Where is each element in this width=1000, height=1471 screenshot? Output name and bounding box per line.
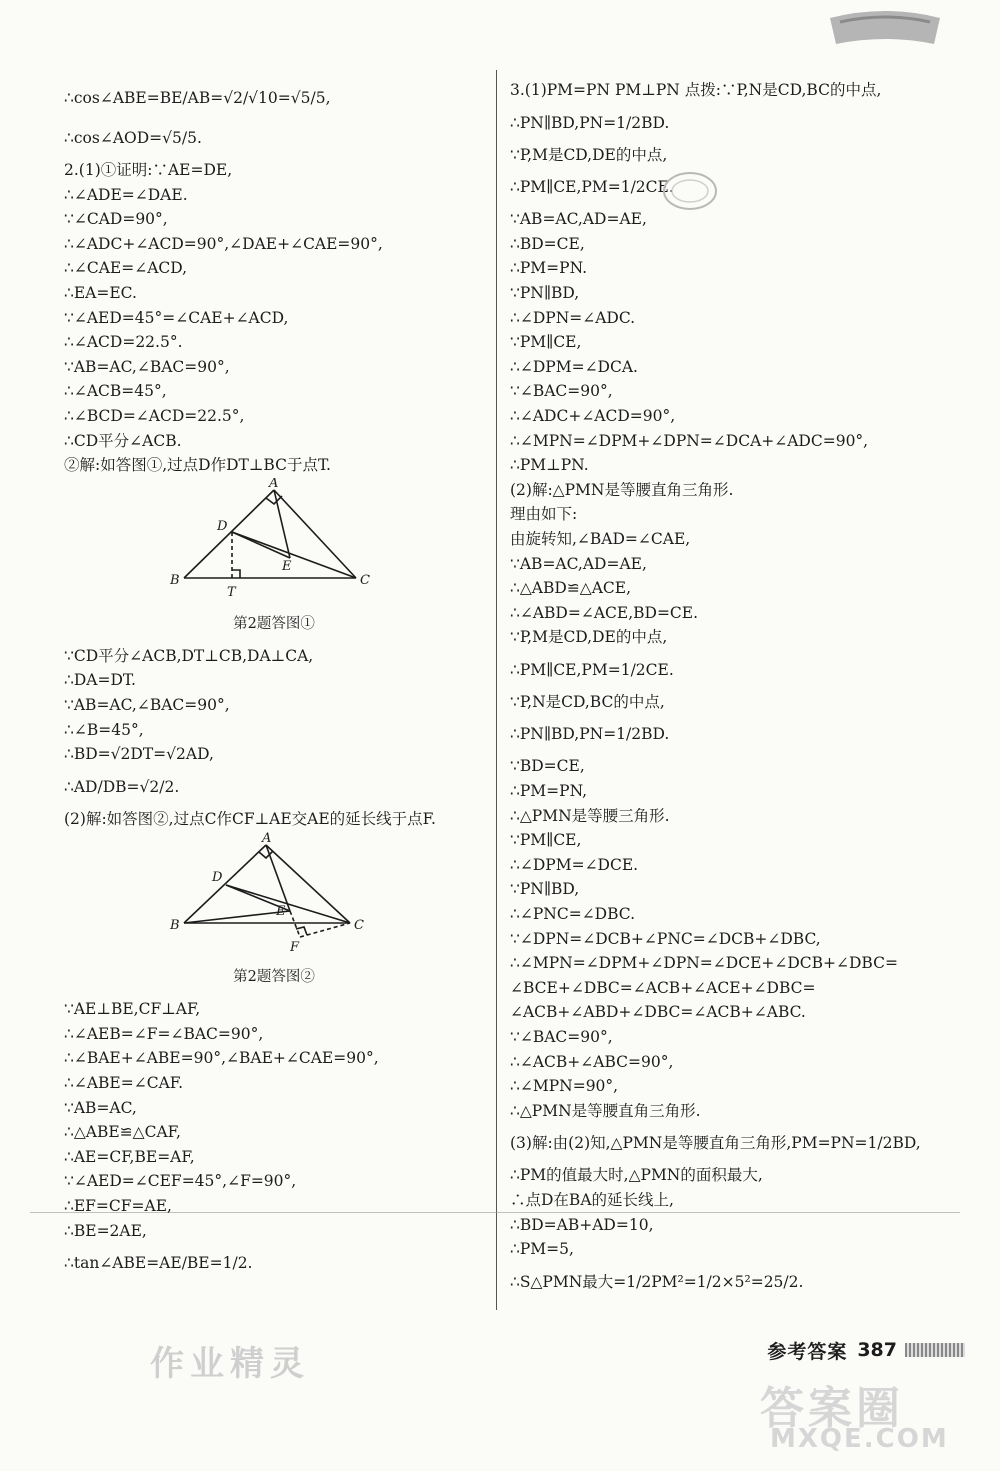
text-line: ∴∠ACD=22.5°. — [64, 333, 183, 352]
text-line: ∴∠PNC=∠DBC. — [510, 905, 636, 924]
point-label: E — [282, 558, 292, 574]
text-line: ∴∠ABE=∠CAF. — [64, 1074, 184, 1093]
text-line: ∵PM∥CE, — [510, 831, 582, 850]
text-line: ∴PM=PN. — [510, 259, 588, 278]
text-line: ∵∠AED=45°=∠CAE+∠ACD, — [64, 308, 289, 327]
text-line: ∴点D在BA的延长线上, — [510, 1190, 674, 1209]
point-label: C — [354, 918, 364, 934]
text-line: ∴BE=2AE, — [64, 1221, 147, 1240]
text-line: ∴△ABD≌△ACE, — [510, 579, 631, 598]
right-column — [510, 78, 950, 1302]
text-line: ∴cos∠AOD=√5/5. — [64, 129, 202, 147]
text-line: ∴△PMN是等腰三角形. — [510, 806, 670, 825]
text-line: ∵P,N是CD,BC的中点, — [510, 692, 665, 711]
point-label: A — [269, 477, 279, 491]
text-line: ∵∠AED=∠CEF=45°,∠F=90°, — [64, 1172, 297, 1191]
point-label: F — [290, 940, 300, 956]
text-line: ∠ACB+∠ABD+∠DBC=∠ACB+∠ABC. — [510, 1003, 806, 1022]
point-label: D — [212, 870, 223, 886]
page-corner-tab — [830, 8, 940, 44]
footer-hatch — [905, 1343, 965, 1357]
text-line: (2)解:如答图②,过点C作CF⊥AE交AE的延长线于点F. — [64, 809, 436, 828]
column-divider — [496, 70, 497, 1310]
point-label: C — [360, 572, 370, 588]
text-line: ∴∠ADE=∠DAE. — [64, 185, 188, 204]
text-line: ∵∠BAC=90°, — [510, 1028, 613, 1046]
text-line: ∴PM=5, — [510, 1240, 574, 1259]
text-line: 3.(1)PM=PN PM⊥PN 点拨:∵P,N是CD,BC的中点, — [510, 81, 882, 99]
text-line: 理由如下: — [510, 505, 578, 524]
text-line: ∴∠ADC+∠ACD=90°, — [510, 406, 676, 425]
text-line: ∵∠CAD=90°, — [64, 210, 168, 229]
text-line: ∵P,M是CD,DE的中点, — [510, 145, 668, 164]
stamp-icon — [660, 168, 720, 214]
text-line: ∴EF=CF=AE, — [64, 1197, 172, 1216]
text-line: ∵P,M是CD,DE的中点, — [510, 628, 668, 647]
footer-title: 参考答案 — [767, 1340, 848, 1363]
text-line: ∴EA=EC. — [64, 283, 137, 302]
text-line: ∵AB=AC,AD=AE, — [510, 210, 647, 229]
text-line: ∴∠BAE+∠ABE=90°,∠BAE+∠CAE=90°, — [64, 1049, 379, 1068]
figure-caption: 第2题答图① — [233, 615, 315, 632]
text-line: 2.(1)①证明:∵AE=DE, — [64, 161, 233, 179]
text-line: ∴PM⊥PN. — [510, 456, 589, 475]
text-line: ∴BD=CE, — [510, 234, 585, 253]
text-line: (2)解:△PMN是等腰直角三角形. — [510, 480, 734, 499]
text-line: ∵AB=AC, — [64, 1098, 137, 1117]
text-line: ∵AB=AC,∠BAC=90°, — [64, 357, 230, 376]
text-line: ∴∠DPM=∠DCA. — [510, 357, 638, 376]
text-line: ∵∠DPN=∠DCB+∠PNC=∠DCB+∠DBC, — [510, 929, 821, 948]
text-line: ∴BD=√2DT=√2AD, — [64, 745, 214, 764]
text-line: ∵PM∥CE, — [510, 333, 582, 352]
text-line: 由旋转知,∠BAD=∠CAE, — [510, 529, 691, 548]
text-line: ∴∠MPN=90°, — [510, 1077, 619, 1096]
text-line: ∴PN∥BD,PN=1/2BD. — [510, 725, 670, 744]
text-line: ∴PM∥CE,PM=1/2CE. — [510, 178, 674, 197]
figure-2-answer-2 — [164, 831, 384, 961]
figure-caption: 第2题答图② — [233, 969, 315, 986]
text-line: ∴PM的值最大时,△PMN的面积最大, — [510, 1166, 763, 1185]
text-line: ∴tan∠ABE=AE/BE=1/2. — [64, 1254, 253, 1273]
text-line: ∴∠AEB=∠F=∠BAC=90°, — [64, 1024, 264, 1043]
text-line: ∴AD/DB=√2/2. — [64, 777, 180, 796]
text-line: ∴∠MPN=∠DPM+∠DPN=∠DCA+∠ADC=90°, — [510, 431, 869, 450]
text-line: ∵CD平分∠ACB,DT⊥CB,DA⊥CA, — [64, 646, 314, 665]
text-line: ∴BD=AB+AD=10, — [510, 1215, 654, 1234]
text-line: ∴CD平分∠ACB. — [64, 431, 182, 450]
point-label: E — [276, 904, 286, 920]
text-line: ∵∠BAC=90°, — [510, 382, 613, 401]
text-line: ∴PM∥CE,PM=1/2CE. — [510, 660, 674, 679]
text-line: ∵PN∥BD, — [510, 880, 580, 899]
text-line: ②解:如答图①,过点D作DT⊥BC于点T. — [64, 456, 331, 475]
text-line: ∴∠ACB=45°, — [64, 382, 167, 401]
figure-2-answer-1 — [164, 478, 384, 608]
text-line: ∵PN∥BD, — [510, 283, 580, 302]
page-number: 387 — [857, 1339, 897, 1361]
text-line: ∵AB=AC,∠BAC=90°, — [64, 695, 230, 714]
point-label: D — [217, 518, 228, 534]
watermark-logo: 答案圈 — [760, 1383, 904, 1434]
point-label: B — [170, 572, 180, 588]
watermark-faint: 作业精灵 — [150, 1344, 310, 1384]
text-line: ∴PM=PN, — [510, 782, 588, 801]
text-line: ∴∠ABD=∠ACE,BD=CE. — [510, 603, 699, 622]
text-line: ∴∠MPN=∠DPM+∠DPN=∠DCE+∠DCB+∠DBC= — [510, 954, 898, 973]
text-line: ∠BCE+∠DBC=∠ACB+∠ACE+∠DBC= — [510, 978, 816, 997]
point-label: A — [262, 831, 272, 847]
text-line: ∴S△PMN最大=1/2PM²=1/2×5²=25/2. — [510, 1272, 804, 1291]
point-label: T — [227, 584, 236, 600]
text-line: ∴∠BCD=∠ACD=22.5°, — [64, 406, 245, 425]
text-line: ∴cos∠ABE=BE/AB=√2/√10=√5/5, — [64, 89, 331, 107]
text-line: ∴DA=DT. — [64, 671, 136, 690]
page-footer — [767, 1334, 965, 1366]
text-line: (3)解:由(2)知,△PMN是等腰直角三角形,PM=PN=1/2BD, — [510, 1134, 921, 1153]
text-line: ∵AE⊥BE,CF⊥AF, — [64, 1000, 201, 1019]
left-column — [64, 78, 484, 1283]
text-line: ∴∠ACB+∠ABC=90°, — [510, 1052, 674, 1071]
text-line: ∴PN∥BD,PN=1/2BD. — [510, 113, 670, 132]
text-line: ∴△ABE≌△CAF, — [64, 1123, 181, 1142]
text-line: ∴△PMN是等腰直角三角形. — [510, 1101, 701, 1120]
text-line: ∵BD=CE, — [510, 757, 585, 776]
text-line: ∴∠DPM=∠DCE. — [510, 855, 639, 874]
point-label: B — [170, 918, 180, 934]
text-line: ∴∠B=45°, — [64, 720, 144, 739]
text-line: ∴AE=CF,BE=AF, — [64, 1147, 195, 1166]
text-line: ∵AB=AC,AD=AE, — [510, 554, 647, 573]
watermark-site: MXQE.COM — [770, 1424, 949, 1454]
text-line: ∴∠DPN=∠ADC. — [510, 308, 636, 327]
text-line: ∴∠ADC+∠ACD=90°,∠DAE+∠CAE=90°, — [64, 234, 383, 253]
text-line: ∴∠CAE=∠ACD, — [64, 259, 188, 278]
